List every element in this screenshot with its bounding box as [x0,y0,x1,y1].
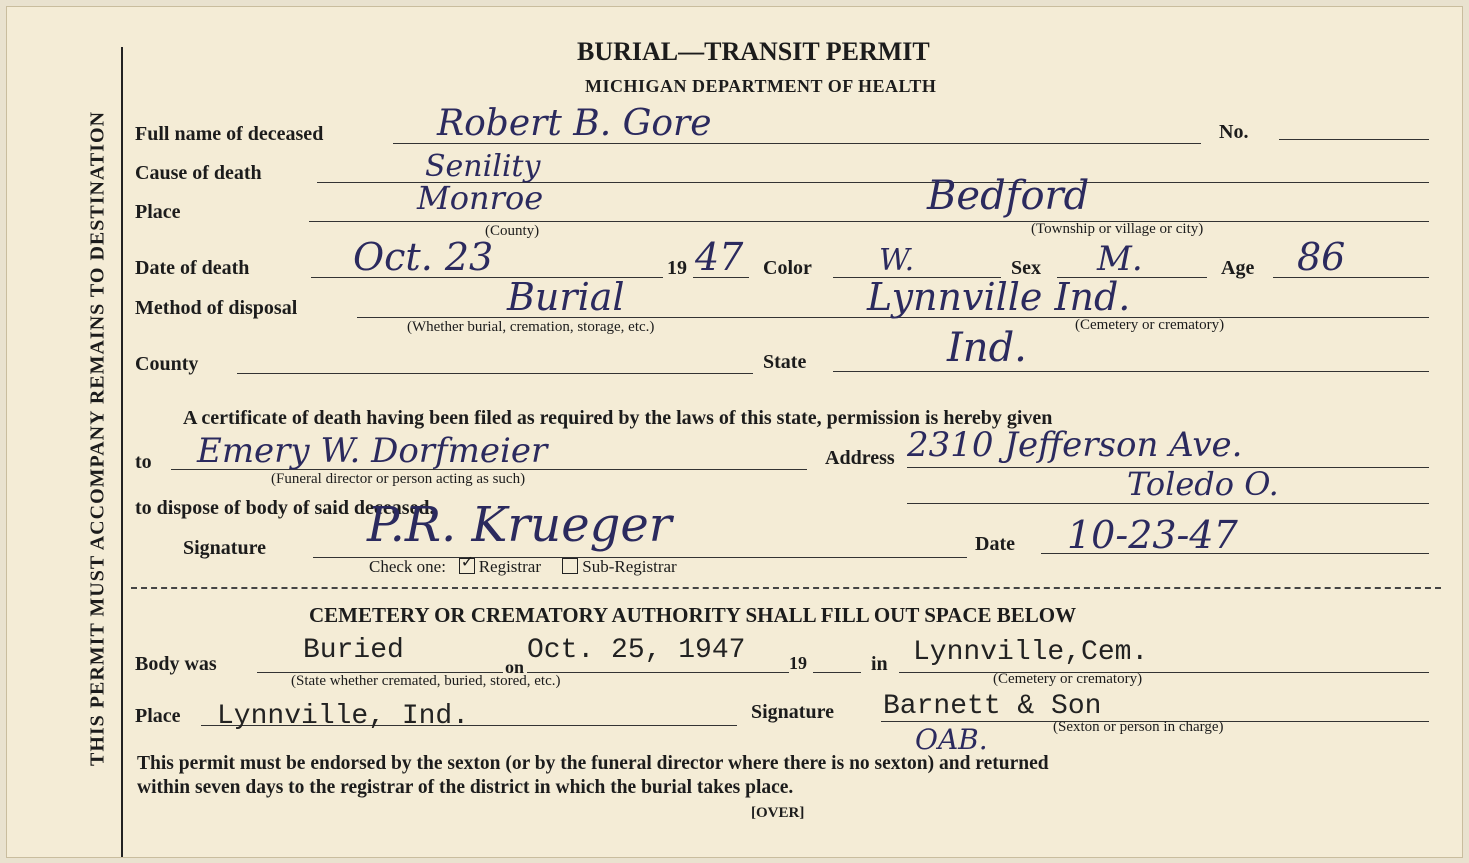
method-value: Burial [507,275,625,319]
side-text: THIS PERMIT MUST ACCOMPANY REMAINS TO DESTINATION [86,110,109,767]
form-subtitle: MICHIGAN DEPARTMENT OF HEALTH [585,76,937,96]
to-label: to [135,451,152,473]
county-caption: (County) [485,223,540,239]
address-line-2-rule [907,503,1429,504]
county-line [237,373,753,374]
township-value: Bedford [927,173,1090,219]
burial-transit-permit [6,6,1463,858]
cemetery-caption: (Cemetery or crematory) [1075,317,1225,333]
funeral-caption: (Funeral director or person acting as such) [271,471,526,487]
over-label: [OVER] [751,805,805,821]
year-19-line [813,672,861,673]
cemetery-value: Lynnville Ind. [867,275,1131,319]
year-value: 47 [695,235,744,279]
sub-registrar-label: Sub-Registrar [582,557,677,576]
in-cemetery-value: Lynnville,Cem. [913,637,1149,668]
method-label: Method of disposal [135,297,298,319]
on-line [527,672,789,673]
footer-line-2: within seven days to the registrar of the district in which the burial takes place. [137,777,794,798]
footer-line-1: This permit must be endorsed by the sexton (or by the funeral director where there is no sexton) and returned [137,753,1049,774]
sub-registrar-checkbox[interactable] [562,558,578,574]
sex-value: M. [1097,239,1143,279]
cemetery-caption-2: (Cemetery or crematory) [993,671,1143,687]
state-value: Ind. [947,325,1027,371]
date-value: Oct. 23 [353,235,494,279]
cause-value: Senility [425,149,541,184]
address-line-1: 2310 Jefferson Ave. [907,425,1243,465]
cemetery-header: CEMETERY OR CREMATORY AUTHORITY SHALL FILL OUT SPACE BELOW [309,603,1077,627]
check-mark-icon: ✓ [460,554,475,572]
form-title: BURIAL—TRANSIT PERMIT [577,37,930,66]
date-of-death-label: Date of death [135,257,250,279]
signature-value: P.R. Krueger [367,497,672,553]
date-label: Date [975,533,1015,555]
state-label: State [763,351,807,373]
sexton-value: Barnett & Son [883,691,1102,722]
dispose-text: to dispose of body of said deceased. [135,497,435,519]
place-of-death-line [309,221,1429,222]
on-date-value: Oct. 25, 1947 [527,635,746,666]
director-value: Emery W. Dorfmeier [197,431,548,471]
full-name-label: Full name of deceased [135,123,324,145]
year-prefix: 19 [667,257,687,279]
in-line [899,672,1429,673]
in-label: in [871,653,888,675]
no-label: No. [1219,121,1249,143]
full-name-value: Robert B. Gore [437,103,712,144]
method-caption: (Whether burial, cremation, storage, etc.) [407,319,655,335]
township-caption: (Township or village or city) [1031,221,1204,237]
body-was-label: Body was [135,653,217,675]
county-value: Monroe [417,179,544,217]
side-banner [73,47,123,857]
sign-date-value: 10-23-47 [1067,513,1238,557]
place-value: Lynnville, Ind. [217,701,470,732]
signature-2-label: Signature [751,701,834,723]
certificate-text: A certificate of death having been filed as required by the laws of this state, permission is hereby given [183,407,1053,429]
place-label: Place [135,705,181,727]
color-label: Color [763,257,812,279]
year-19-label: 19 [789,653,807,673]
state-line [833,371,1429,372]
section-divider [131,587,1441,589]
state-whether-caption: (State whether cremated, buried, stored, etc.) [291,673,561,689]
signature-label: Signature [183,537,266,559]
age-value: 86 [1297,235,1346,279]
sexton-caption: (Sexton or person in charge) [1053,719,1224,735]
color-value: W. [879,243,915,278]
address-line-2: Toledo O. [1127,465,1279,503]
place-of-death-label: Place [135,201,181,223]
check-one-row [369,554,677,577]
registrar-label: Registrar [478,557,542,576]
sex-label: Sex [1011,257,1041,279]
county-label: County [135,353,199,375]
cause-label: Cause of death [135,162,262,184]
on-label: on [505,657,525,677]
initials-value: OAB. [915,723,988,756]
registrar-checkbox[interactable] [459,554,475,574]
check-one-label: Check one: [369,557,446,576]
body-was-value: Buried [303,635,404,666]
address-label: Address [825,447,895,469]
age-label: Age [1221,257,1255,279]
no-line [1279,139,1429,140]
